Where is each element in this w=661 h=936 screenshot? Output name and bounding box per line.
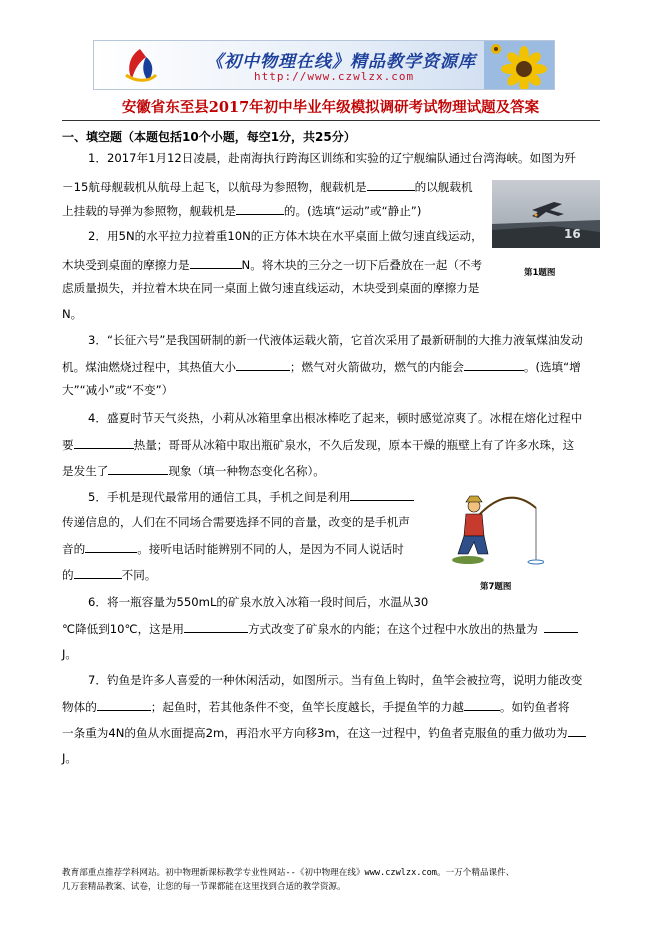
q5-blank-3[interactable] — [74, 566, 122, 579]
footer-line-1: 教育部重点推荐学科网站。初中物理新课标教学专业性网站--《初中物理在线》www.czwlzx.com。一万个精品课件、 — [62, 868, 515, 878]
footer-line-2: 几万套精品教案、试卷，让您的每一节课都能在这里找到合适的教学资源。 — [62, 882, 346, 892]
q1-blank-1[interactable] — [367, 178, 415, 191]
q6-line-3: J。 — [62, 647, 78, 661]
q7-blank-3[interactable] — [568, 724, 586, 737]
q4-line-1: 4．盛夏时节天气炎热，小莉从冰箱里拿出根冰棒吃了起来，顿时感觉凉爽了。冰棍在熔化过程中 — [88, 411, 583, 425]
banner-title: 《初中物理在线》精品教学资源库 — [206, 52, 476, 72]
q1-line-3: 上挂载的导弹为参照物，舰载机是 的。(选填“运动”或“静止”) — [62, 204, 422, 218]
sunflower-icon — [484, 41, 554, 89]
q1-blank-2[interactable] — [236, 202, 284, 215]
q7-line-4: J。 — [62, 751, 78, 765]
q5-line-1: 5．手机是现代最常用的通信工具，手机之间是利用 — [88, 488, 414, 505]
q2-line-2: 木块受到桌面的摩擦力是 N。将木块的三分之一切下后叠放在一起（不考 — [62, 258, 483, 272]
q4-blank-1[interactable] — [74, 436, 134, 449]
document-title: 安徽省东至县2017年初中毕业年级模拟调研考试物理试题及答案 — [121, 99, 540, 116]
q2-line-1: 2．用5N的水平拉力拉着重10N的正方体木块在水平桌面上做匀速直线运动， — [88, 229, 483, 243]
q4-line-3: 是发生了 现象（填一种物态变化名称）。 — [62, 464, 325, 478]
q5-blank-2[interactable] — [85, 540, 137, 553]
q5-line-3: 音的 。接听电话时能辨别不同的人，是因为不同人说话时 — [62, 542, 404, 556]
q3-blank-1[interactable] — [236, 358, 290, 371]
q3-line-2: 机。煤油燃烧过程中，其热值大小 ；燃气对火箭做功，燃气的内能会 。(选填“增 — [62, 360, 581, 374]
q7-blank-1[interactable] — [97, 698, 151, 711]
q7-line-3: 一条重为4N的鱼从水面提高2m，再沿水平方向移3m，在这一过程中，钓鱼者克服鱼的重力做功为 — [62, 724, 586, 741]
q1-line-1: 1．2017年1月12日凌晨，赴南海执行跨海区训练和实验的辽宁舰编队通过台湾海峡。如图为歼 — [88, 151, 576, 165]
q6-line-2: ℃降低到10℃，这是用 方式改变了矿泉水的内能；在这个过程中水放出的热量为 — [62, 620, 578, 637]
q2-line-4: N。 — [62, 307, 83, 321]
carrier-jet-figure — [492, 180, 600, 248]
q4-line-2: 要 热量；哥哥从冰箱中取出瓶矿泉水，不久后发现，原本干燥的瓶壁上有了许多水珠，这 — [62, 438, 575, 452]
q2-line-3: 虑质量损失，并拉着木块在同一桌面上做匀速直线运动，木块受到桌面的摩擦力是 — [62, 281, 480, 295]
q6-line-1: 6．将一瓶容量为550mL的矿泉水放入冰箱一段时间后，水温从30 — [88, 595, 429, 609]
fig7-caption: 第7题图 — [480, 582, 512, 592]
site-logo-icon — [120, 45, 160, 85]
banner-url[interactable]: http://www.czwlzx.com — [254, 70, 415, 83]
header-banner — [93, 40, 555, 90]
q3-blank-2[interactable] — [464, 358, 524, 371]
q7-blank-2[interactable] — [464, 698, 500, 711]
fig1-caption: 第1题图 — [524, 268, 556, 278]
q3-line-3: 大”“减小”或“不变”） — [62, 383, 174, 397]
q2-blank-1[interactable] — [190, 256, 242, 269]
q5-line-4: 的 不同。 — [62, 568, 157, 582]
q5-blank-1[interactable] — [350, 488, 414, 501]
q7-line-2: 物体的 ；起鱼时，若其他条件不变，鱼竿长度越长，手提鱼竿的力越 。如钓鱼者将 — [62, 700, 570, 714]
q5-line-2: 传递信息的，人们在不同场合需要选择不同的音量，改变的是手机声 — [62, 515, 410, 529]
section-heading: 一、填空题（本题包括10个小题，每空1分，共25分） — [62, 130, 356, 144]
fishing-figure — [448, 488, 544, 572]
q7-line-1: 7．钓鱼是许多人喜爱的一种休闲活动，如图所示。当有鱼上钩时，鱼竿会被拉弯，说明力能改变 — [88, 673, 583, 687]
q6-blank-1[interactable] — [184, 620, 248, 633]
title-divider — [62, 120, 600, 121]
q3-line-1: 3．“长征六号”是我国研制的新一代液体运载火箭，它首次采用了最新研制的大推力液氧煤油发动 — [88, 333, 583, 347]
q6-blank-2[interactable] — [544, 620, 578, 633]
q1-line-2: －15航母舰载机从航母上起飞，以航母为参照物，舰载机是 的以舰载机 — [62, 180, 473, 194]
q4-blank-2[interactable] — [108, 462, 168, 475]
deck-number: 16 — [564, 227, 581, 241]
